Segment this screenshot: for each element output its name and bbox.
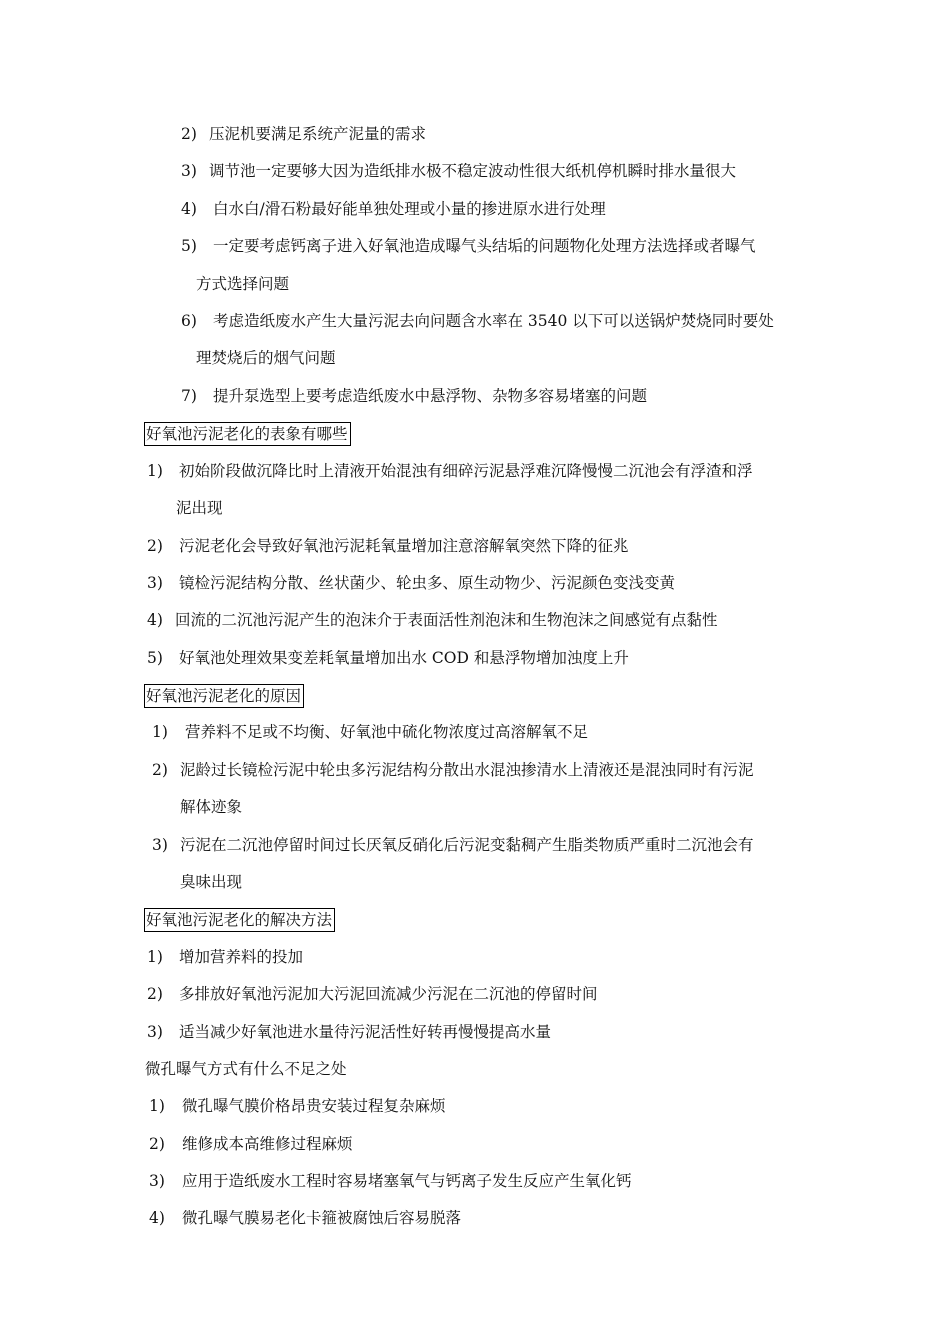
list-text: 增加营养料的投加 <box>179 948 304 966</box>
list-number: 2) <box>149 1135 165 1153</box>
list-text: 泥龄过长镜检污泥中轮虫多污泥结构分散出水混浊掺清水上清液还是混浊同时有污泥 <box>180 761 754 779</box>
list-item-continuation: 臭味出现 <box>180 873 243 891</box>
list-text: 一定要考虑钙离子进入好氧池造成曝气头结垢的问题物化处理方法选择或者曝气 <box>213 237 756 255</box>
list-number: 5) <box>181 237 197 255</box>
list-text: 污泥在二沉池停留时间过长厌氧反硝化后污泥变黏稠产生脂类物质严重时二沉池会有 <box>180 836 754 854</box>
list-number: 1) <box>147 462 163 480</box>
list-item <box>147 572 675 594</box>
list-text: 多排放好氧池污泥加大污泥回流减少污泥在二沉池的停留时间 <box>179 985 598 1003</box>
list-item <box>147 647 629 669</box>
list-text: 适当减少好氧池进水量待污泥活性好转再慢慢提高水量 <box>179 1023 552 1041</box>
list-number: 2) <box>152 761 168 779</box>
list-number: 2) <box>147 537 163 555</box>
list-item <box>147 460 753 482</box>
list-text: 初始阶段做沉降比时上清液开始混浊有细碎污泥悬浮难沉降慢慢二沉池会有浮渣和浮 <box>179 462 753 480</box>
list-text: 微孔曝气膜易老化卡箍被腐蚀后容易脱落 <box>182 1209 462 1227</box>
list-item <box>147 983 598 1005</box>
list-text: 微孔曝气膜价格昂贵安装过程复杂麻烦 <box>182 1097 446 1115</box>
list-item <box>181 310 774 332</box>
list-number: 7) <box>181 387 197 405</box>
list-item <box>152 834 754 856</box>
list-item <box>181 123 426 145</box>
section-heading: 微孔曝气方式有什么不足之处 <box>145 1060 347 1078</box>
list-number: 2) <box>147 985 163 1003</box>
list-number: 3) <box>181 162 197 180</box>
list-number: 4) <box>147 611 163 629</box>
list-text: 调节池一定要够大因为造纸排水极不稳定波动性很大纸机停机瞬时排水量很大 <box>209 162 737 180</box>
list-number: 3) <box>147 574 163 592</box>
list-number: 3) <box>147 1023 163 1041</box>
list-item <box>181 160 736 182</box>
list-text: 维修成本高维修过程麻烦 <box>182 1135 353 1153</box>
list-item <box>181 198 606 220</box>
list-text: 白水白/滑石粉最好能单独处理或小量的掺进原水进行处理 <box>213 200 606 218</box>
list-text: 提升泵选型上要考虑造纸废水中悬浮物、杂物多容易堵塞的问题 <box>213 387 648 405</box>
list-text: 考虑造纸废水产生大量污泥去向问题含水率在 3540 以下可以送锅炉焚烧同时要处 <box>213 312 774 330</box>
section-heading: 好氧池污泥老化的解决方法 <box>144 908 335 932</box>
list-number: 1) <box>147 948 163 966</box>
list-item <box>181 235 756 257</box>
list-item <box>147 1021 551 1043</box>
list-number: 3) <box>152 836 168 854</box>
list-item <box>149 1095 446 1117</box>
list-item <box>147 535 629 557</box>
list-number: 2) <box>181 125 197 143</box>
list-text: 污泥老化会导致好氧池污泥耗氧量增加注意溶解氧突然下降的征兆 <box>179 537 629 555</box>
list-item <box>147 946 303 968</box>
list-text: 压泥机要满足系统产泥量的需求 <box>209 125 427 143</box>
list-text: 好氧池处理效果变差耗氧量增加出水 COD 和悬浮物增加浊度上升 <box>179 649 629 667</box>
list-item <box>149 1133 353 1155</box>
section-heading: 好氧池污泥老化的原因 <box>144 684 304 708</box>
list-item-continuation: 理焚烧后的烟气问题 <box>196 349 336 367</box>
list-item <box>181 385 647 407</box>
list-number: 4) <box>149 1209 165 1227</box>
list-number: 1) <box>152 723 168 741</box>
list-number: 3) <box>149 1172 165 1190</box>
list-item <box>152 721 588 743</box>
section-heading: 好氧池污泥老化的表象有哪些 <box>144 422 351 446</box>
list-number: 1) <box>149 1097 165 1115</box>
list-item <box>152 759 754 781</box>
list-text: 营养料不足或不均衡、好氧池中硫化物浓度过高溶解氧不足 <box>185 723 589 741</box>
list-number: 6) <box>181 312 197 330</box>
list-item-continuation: 泥出现 <box>176 499 223 517</box>
list-text: 镜检污泥结构分散、丝状菌少、轮虫多、原生动物少、污泥颜色变浅变黄 <box>179 574 676 592</box>
list-number: 5) <box>147 649 163 667</box>
list-item-continuation: 方式选择问题 <box>196 275 290 293</box>
list-item <box>149 1207 461 1229</box>
list-number: 4) <box>181 200 197 218</box>
list-item <box>147 609 718 631</box>
list-item <box>149 1170 632 1192</box>
list-item-continuation: 解体迹象 <box>180 798 243 816</box>
list-text: 应用于造纸废水工程时容易堵塞氧气与钙离子发生反应产生氧化钙 <box>182 1172 632 1190</box>
list-text: 回流的二沉池污泥产生的泡沫介于表面活性剂泡沫和生物泡沫之间感觉有点黏性 <box>175 611 718 629</box>
